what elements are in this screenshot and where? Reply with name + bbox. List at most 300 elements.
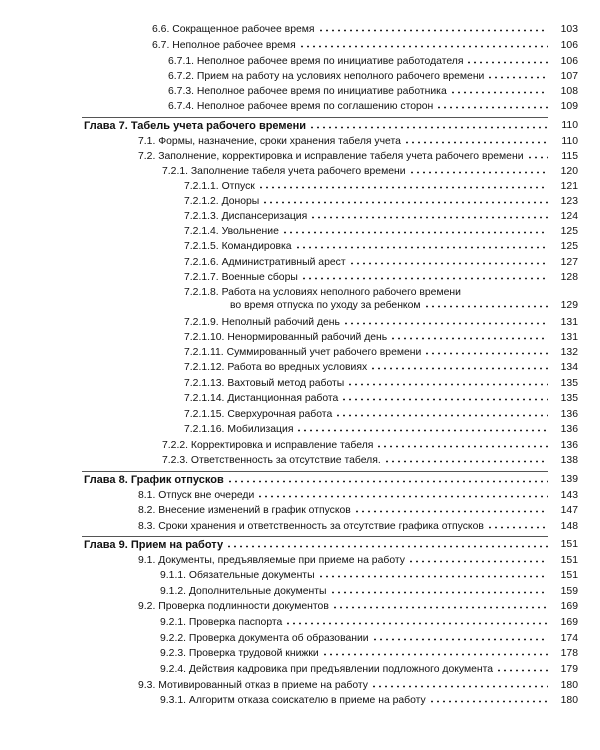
toc-entry-line	[160, 648, 548, 660]
toc-entry-line	[168, 56, 548, 68]
toc-entry[interactable]	[184, 378, 580, 392]
toc-entry-title-text: Административный арест	[221, 257, 346, 268]
dot-leader	[408, 560, 548, 563]
toc-entry-line	[138, 555, 548, 567]
dot-leader	[404, 141, 548, 144]
toc-entry-number: 7.1.	[138, 136, 156, 147]
toc-entry-number: 6.6.	[152, 24, 170, 35]
toc-entry-title	[160, 633, 372, 645]
toc-page-number: 135	[560, 378, 578, 389]
toc-entry-number: 7.2.2.	[162, 440, 188, 451]
toc-entry[interactable]	[160, 664, 580, 678]
toc-entry-line	[184, 317, 548, 329]
toc-entry-title-text: Заполнение, корректировка и исправление табеля учета рабочего времени	[158, 151, 524, 162]
toc-entry-title	[160, 570, 318, 582]
toc-entry[interactable]	[160, 633, 580, 647]
dot-leader	[347, 383, 548, 386]
toc-chapter-entry[interactable]	[84, 120, 580, 134]
toc-entry-title	[160, 617, 285, 629]
toc-entry-title-text: Неполное рабочее время по инициативе работодателя	[196, 56, 464, 67]
toc-entry-title	[138, 680, 371, 692]
toc-page-number: 159	[560, 586, 578, 597]
toc-entry-line	[184, 393, 548, 405]
toc-entry-line	[184, 196, 548, 208]
toc-entry-line	[162, 166, 548, 178]
toc-entry-title	[184, 241, 295, 253]
toc-entry-number: 7.2.1.	[162, 166, 188, 177]
toc-entry-line	[184, 409, 548, 421]
toc-entry-title-text: Командировка	[221, 241, 292, 252]
toc-page-number: 148	[560, 521, 578, 532]
dot-leader	[318, 29, 548, 32]
toc-entry-title	[160, 586, 330, 598]
toc-entry-number: 7.2.3.	[162, 455, 188, 466]
dot-leader	[390, 337, 548, 340]
toc-entry-number: 7.2.1.7.	[184, 272, 219, 283]
toc-entry-number: 7.2.1.4.	[184, 226, 219, 237]
dot-leader	[258, 186, 548, 189]
toc-page-number: 147	[560, 505, 578, 516]
toc-entry-title-text: Доноры	[221, 196, 260, 207]
toc-entry[interactable]	[138, 555, 580, 569]
toc-page-number: 109	[560, 101, 578, 112]
dot-leader	[257, 495, 548, 498]
toc-page-number: 136	[560, 424, 578, 435]
toc-entry-title-text: Проверка трудовой книжки	[188, 648, 319, 659]
toc-page-number: 138	[560, 455, 578, 466]
toc-entry-title-text: Неполное рабочее время по инициативе работника	[196, 86, 447, 97]
toc-entry-number: 9.2.1.	[160, 617, 186, 628]
toc-entry-number: 8.1.	[138, 490, 156, 501]
toc-entry-line	[160, 664, 548, 676]
toc-entry-title	[152, 40, 299, 52]
toc-entry-title-text: Заполнение табеля учета рабочего времени	[190, 166, 406, 177]
toc-entry-title-text: Дистанционная работа	[227, 393, 339, 404]
toc-page-number: 178	[560, 648, 578, 659]
toc-entry-title	[138, 521, 487, 533]
toc-entry-title-text: Ответственность за отсутствие табеля.	[190, 455, 381, 466]
toc-entry-title	[184, 378, 347, 390]
toc-entry[interactable]	[168, 86, 580, 100]
toc-entry[interactable]	[168, 101, 580, 115]
toc-entry[interactable]	[184, 272, 580, 286]
toc-page-number: 128	[560, 272, 578, 283]
toc-entry-number: 7.2.1.2.	[184, 196, 219, 207]
toc-page-number: 107	[560, 71, 578, 82]
toc-entry-title	[84, 120, 309, 132]
toc-page-number: 151	[560, 570, 578, 581]
toc-entry-line	[138, 601, 548, 613]
toc-entry-line	[152, 24, 548, 36]
toc-entry-title	[138, 555, 408, 567]
toc-entry-title	[84, 539, 226, 551]
toc-page-number: 136	[560, 440, 578, 451]
toc-entry-title	[184, 362, 370, 374]
toc-entry-line	[152, 40, 548, 52]
toc-entry-title-text: Военные сборы	[221, 272, 298, 283]
dot-leader	[341, 398, 548, 401]
toc-entry-number: Глава 8.	[84, 474, 128, 486]
toc-page-number: 124	[560, 211, 578, 222]
toc-page-number: 134	[560, 362, 578, 373]
toc-entry-line	[138, 490, 548, 502]
toc-entry-title	[168, 86, 450, 98]
toc-entry-title	[184, 196, 262, 208]
toc-entry[interactable]	[184, 393, 580, 407]
toc-entry-number: 7.2.1.1.	[184, 181, 219, 192]
toc-entry-title-text: Проверка документа об образовании	[188, 633, 369, 644]
toc-entry-number: 9.2.4.	[160, 664, 186, 675]
toc-entry[interactable]	[160, 617, 580, 631]
dot-leader	[310, 216, 548, 219]
toc-entry-title-text: Увольнение	[221, 226, 279, 237]
toc-entry-title	[160, 648, 322, 660]
toc-entry-number: 9.2.	[138, 601, 156, 612]
dot-leader	[349, 262, 548, 265]
toc-entry-title	[184, 332, 390, 344]
dot-leader	[371, 685, 548, 688]
toc-entry[interactable]	[138, 521, 580, 535]
toc-page-number: 151	[560, 539, 578, 550]
toc-entry-number: Глава 7.	[84, 120, 128, 132]
toc-entry-title	[138, 136, 404, 148]
chapter-divider	[82, 536, 548, 537]
toc-entry-line	[138, 521, 548, 533]
toc-entry-title	[184, 393, 341, 405]
toc-entry-line	[138, 151, 548, 163]
toc-entry[interactable]	[184, 409, 580, 423]
toc-entry-line	[184, 378, 548, 390]
toc-entry-number: 6.7.	[152, 40, 170, 51]
dot-leader	[450, 91, 548, 94]
toc-entry-title-text: Неполное рабочее время по соглашению сторон	[196, 101, 434, 112]
dot-leader	[322, 653, 548, 656]
toc-entry-title-text: Документы, предъявляемые при приеме на работу	[158, 555, 405, 566]
toc-entry-continuation: во время отпуска по уходу за ребенком	[230, 300, 421, 311]
dot-leader	[409, 171, 548, 174]
dot-leader	[424, 352, 548, 355]
toc-entry-line	[160, 695, 548, 707]
toc-entry-line	[184, 272, 548, 284]
toc-entry-line	[160, 586, 548, 598]
dot-leader	[496, 669, 548, 672]
toc-entry-line	[184, 226, 548, 238]
toc-entry-title	[168, 101, 436, 113]
toc-page-number: 135	[560, 393, 578, 404]
toc-page-number: 110	[561, 120, 578, 131]
dot-leader	[372, 638, 548, 641]
toc-entry-title-text: Корректировка и исправление табеля	[190, 440, 374, 451]
dot-leader	[487, 76, 548, 79]
toc-entry-title	[138, 490, 257, 502]
toc-page-number: 127	[560, 257, 578, 268]
toc-entry-line	[168, 86, 548, 98]
toc-entry[interactable]	[160, 648, 580, 662]
toc-page-number: 120	[560, 166, 578, 177]
toc-entry[interactable]	[162, 455, 580, 469]
toc-entry-number: 7.2.1.13.	[184, 378, 225, 389]
toc-page-number: 123	[560, 196, 578, 207]
dot-leader	[295, 246, 548, 249]
toc-entry-title-text: Диспансеризация	[221, 211, 308, 222]
toc-entry-number: 9.1.1.	[160, 570, 186, 581]
toc-entry-title	[184, 181, 258, 193]
toc-entry-number: 9.2.3.	[160, 648, 186, 659]
dot-leader	[227, 480, 548, 483]
dot-leader	[296, 429, 548, 432]
toc-entry[interactable]	[184, 196, 580, 210]
toc-page-number: 139	[560, 474, 578, 485]
toc-entry[interactable]	[184, 317, 580, 331]
toc-page-number: 131	[560, 317, 578, 328]
toc-entry-title	[184, 347, 424, 359]
toc-entry-title-text: График отпусков	[130, 474, 224, 486]
toc-entry[interactable]	[184, 241, 580, 255]
dot-leader	[332, 606, 548, 609]
toc-entry-number: 7.2.1.12.	[184, 362, 225, 373]
toc-page-number: 131	[560, 332, 578, 343]
dot-leader	[424, 305, 548, 308]
toc-page-number: 125	[560, 226, 578, 237]
toc-entry-title	[138, 601, 332, 613]
dot-leader	[226, 545, 548, 548]
toc-entry-line	[162, 440, 548, 452]
toc-entry[interactable]	[138, 136, 580, 150]
toc-entry-title-text: Формы, назначение, сроки хранения табеля учета	[158, 136, 401, 147]
toc-entry-title-text: Прием на работу на условиях неполного рабочего времени	[196, 71, 485, 82]
toc-entry-number: 7.2.1.10.	[184, 332, 225, 343]
toc-entry-line	[184, 211, 548, 223]
dot-leader	[301, 277, 548, 280]
toc-entry-title-text: Неполный рабочий день	[221, 317, 340, 328]
toc-entry[interactable]	[152, 40, 580, 54]
toc-entry-title-text: Сроки хранения и ответственность за отсутствие графика отпусков	[158, 521, 484, 532]
toc-page-number: 110	[561, 136, 578, 147]
toc-page-number: 129	[560, 300, 578, 311]
toc-page-number: 179	[560, 664, 578, 675]
toc-entry-title-text: Табель учета рабочего времени	[130, 120, 307, 132]
toc-entry[interactable]	[160, 570, 580, 584]
toc-entry-number: 7.2.1.14.	[184, 393, 225, 404]
toc-entry[interactable]	[168, 56, 580, 70]
toc-entry-number: 9.3.	[138, 680, 156, 691]
toc-entry-number: 7.2.1.16.	[184, 424, 225, 435]
toc-entry-title	[162, 455, 384, 467]
toc-entry-title	[168, 71, 487, 83]
dot-leader	[335, 414, 548, 417]
toc-entry[interactable]	[138, 680, 580, 694]
toc-entry-title	[184, 226, 282, 238]
dot-leader	[487, 526, 548, 529]
toc-entry-number: 6.7.1.	[168, 56, 194, 67]
dot-leader	[318, 575, 548, 578]
toc-entry-line	[84, 474, 548, 486]
toc-page-number: 106	[560, 40, 578, 51]
toc-page-number: 169	[560, 601, 578, 612]
toc-page-number: 106	[560, 56, 578, 67]
toc-entry[interactable]	[138, 601, 580, 615]
toc-chapter-entry[interactable]	[84, 539, 580, 553]
toc-page-number: 180	[560, 680, 578, 691]
dot-leader	[384, 460, 548, 463]
toc-entry-title-text: Внесение изменений в график отпусков	[158, 505, 351, 516]
toc-entry[interactable]	[184, 211, 580, 225]
dot-leader	[527, 156, 548, 159]
toc-entry-title	[184, 211, 310, 223]
toc-page-number: 169	[560, 617, 578, 628]
toc-entry-title-text: Дополнительные документы	[188, 586, 327, 597]
toc-entry-title-text: Суммированный учет рабочего времени	[226, 347, 422, 358]
toc-entry-number: 6.7.4.	[168, 101, 194, 112]
dot-leader	[466, 61, 548, 64]
toc-page-number: 103	[560, 24, 578, 35]
toc-page-number: 151	[560, 555, 578, 566]
toc-page-number: 174	[560, 633, 578, 644]
toc-entry[interactable]	[138, 151, 580, 165]
toc-entry-title	[152, 24, 318, 36]
toc-entry-title-text: Мобилизация	[227, 424, 294, 435]
toc-entry-number: 9.1.2.	[160, 586, 186, 597]
toc-entry-title-text: Работа на условиях неполного рабочего времени	[221, 287, 461, 298]
toc-entry-line	[168, 71, 548, 83]
toc-entry-line	[184, 257, 548, 269]
toc-entry[interactable]	[184, 287, 580, 314]
toc-entry-title	[184, 424, 296, 436]
toc-entry-title	[84, 474, 227, 486]
toc-entry-number: 7.2.1.8.	[184, 287, 219, 298]
toc-entry-line	[168, 101, 548, 113]
toc-entry-line	[138, 136, 548, 148]
toc-entry-number: 7.2.1.9.	[184, 317, 219, 328]
toc-entry-line	[84, 120, 548, 132]
dot-leader	[370, 367, 548, 370]
toc-entry-title	[162, 166, 409, 178]
toc-entry-number: Глава 9.	[84, 539, 128, 551]
toc-entry[interactable]	[162, 166, 580, 180]
toc-entry-line	[160, 570, 548, 582]
toc-entry-number: 6.7.2.	[168, 71, 194, 82]
toc-entry-title-text: Отпуск	[221, 181, 255, 192]
toc-entry-title	[162, 440, 376, 452]
dot-leader	[436, 106, 548, 109]
toc-entry-title	[184, 409, 335, 421]
toc-entry[interactable]	[162, 440, 580, 454]
toc-entry-title-text: Прием на работу	[130, 539, 224, 551]
toc-entry-line	[162, 455, 548, 467]
toc-entry-title-text: Ненормированный рабочий день	[227, 332, 388, 343]
toc-entry[interactable]	[138, 505, 580, 519]
toc-entry-title	[184, 257, 349, 269]
toc-entry-title	[184, 317, 343, 329]
toc-page-number: 108	[560, 86, 578, 97]
toc-entry-number: 7.2.1.6.	[184, 257, 219, 268]
dot-leader	[285, 622, 548, 625]
toc-chapter-entry[interactable]	[84, 474, 580, 488]
toc-page-number: 115	[561, 151, 578, 162]
toc-entry-title	[160, 664, 496, 676]
toc-entry-number: 8.3.	[138, 521, 156, 532]
toc-entry-title	[138, 505, 354, 517]
toc-entry-title	[168, 56, 466, 68]
toc-entry-line	[138, 680, 548, 692]
toc-page-number: 132	[560, 347, 578, 358]
toc-entry-line	[184, 181, 548, 193]
toc-entry-number: 6.7.3.	[168, 86, 194, 97]
toc-entry-line	[160, 617, 548, 629]
toc-entry-title-text: Действия кадровика при предъявлении подложного документа	[188, 664, 494, 675]
toc-page-number: 180	[560, 695, 578, 706]
toc-entry[interactable]	[168, 71, 580, 85]
toc-entry-number: 7.2.1.5.	[184, 241, 219, 252]
toc-page-number: 143	[560, 490, 578, 501]
toc-entry-line	[184, 424, 548, 436]
toc-entry-number: 7.2.	[138, 151, 156, 162]
toc-entry[interactable]	[184, 332, 580, 346]
dot-leader	[262, 201, 548, 204]
dot-leader	[343, 322, 548, 325]
chapter-divider	[82, 471, 548, 472]
toc-entry[interactable]	[184, 181, 580, 195]
toc-entry-number: 8.2.	[138, 505, 156, 516]
toc-entry-title-text: Сокращенное рабочее время	[172, 24, 315, 35]
toc-entry-number: 7.2.1.11.	[184, 347, 224, 358]
toc-entry[interactable]	[152, 24, 580, 38]
dot-leader	[330, 591, 548, 594]
dot-leader	[376, 445, 548, 448]
toc-entry-line	[138, 505, 548, 517]
toc-entry-title-text: Вахтовый метод работы	[227, 378, 345, 389]
toc-entry-title-text: Проверка паспорта	[188, 617, 283, 628]
toc-entry-number: 9.1.	[138, 555, 156, 566]
toc-entry-title-text: Мотивированный отказ в приеме на работу	[158, 680, 368, 691]
toc-entry[interactable]	[184, 424, 580, 438]
toc-entry-title-text: Сверхурочная работа	[227, 409, 333, 420]
toc-entry-title-text: Обязательные документы	[188, 570, 315, 581]
toc-entry-title-text: Проверка подлинности документов	[158, 601, 329, 612]
toc-page-number: 125	[560, 241, 578, 252]
toc-entry-line	[230, 300, 548, 312]
toc-entry-number: 9.2.2.	[160, 633, 186, 644]
toc-entry-line	[184, 332, 548, 344]
dot-leader	[354, 510, 548, 513]
toc-entry[interactable]	[160, 586, 580, 600]
toc-entry-title-text: Отпуск вне очереди	[158, 490, 255, 501]
toc-entry[interactable]	[160, 695, 580, 709]
toc-entry-title-text: Алгоритм отказа соискателю в приеме на работу	[188, 695, 426, 706]
toc-entry[interactable]	[184, 362, 580, 376]
chapter-divider	[82, 117, 548, 118]
toc-entry[interactable]	[138, 490, 580, 504]
toc-entry-line	[184, 347, 548, 359]
toc-entry[interactable]	[184, 226, 580, 240]
toc-entry-line	[84, 539, 548, 551]
toc-entry-title	[184, 287, 461, 299]
toc-entry[interactable]	[184, 347, 580, 361]
toc-entry-title	[184, 272, 301, 284]
toc-entry[interactable]	[184, 257, 580, 271]
toc-entry-title	[160, 695, 429, 707]
dot-leader	[299, 45, 548, 48]
toc-entry-title-text: Неполное рабочее время	[172, 40, 296, 51]
dot-leader	[309, 126, 548, 129]
toc-entry-title-text: Работа во вредных условиях	[227, 362, 368, 373]
toc-entry-line	[184, 241, 548, 253]
toc-entry-number: 7.2.1.15.	[184, 409, 225, 420]
toc-entry-number: 7.2.1.3.	[184, 211, 219, 222]
toc-page-number: 136	[560, 409, 578, 420]
toc-entry-line	[160, 633, 548, 645]
toc-page-number: 121	[560, 181, 578, 192]
